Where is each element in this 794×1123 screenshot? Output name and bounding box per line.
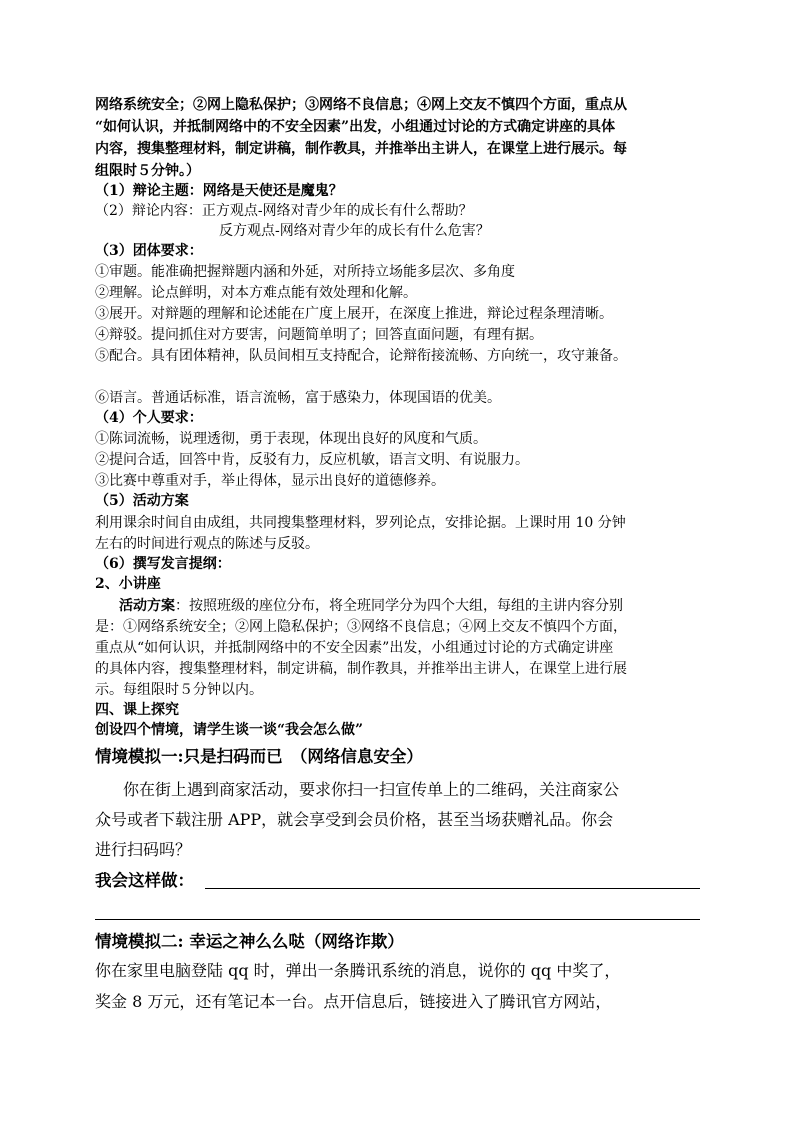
team-requirements-heading: （3）团体要求： bbox=[95, 243, 203, 259]
team-item: ⑥语言。普通话标准，语言流畅，富于感染力，体现国语的优美。 bbox=[95, 390, 501, 406]
intro-line-2: “如何认识，并抵制网络中的不安全因素”出发，小组通过讨论的方式确定讲座的具体 bbox=[95, 119, 616, 135]
intro-line-4: 组限时５分钟。） bbox=[95, 163, 200, 179]
team-item: ④辩驳。提问抓住对方要害，问题简单明了；回答直面问题，有理有据。 bbox=[95, 327, 543, 343]
personal-item: ③比赛中尊重对手，举止得体，显示出良好的道德修养。 bbox=[95, 473, 445, 489]
activity-plan-line: 利用课余时间自由成组，共同搜集整理材料，罗列论点，安排论据。上课时用 10 分钟 bbox=[95, 515, 626, 531]
lecture-line-4: 的具体内容，搜集整理材料，制定讲稿，制作教具，并推举出主讲人，在课堂上进行展 bbox=[95, 661, 627, 677]
lecture-line-2: 是：①网络系统安全；②网上隐私保护；③网络不良信息；④网上交友不慎四个方面， bbox=[95, 619, 627, 635]
activity-plan-heading: （5）活动方案 bbox=[95, 493, 189, 509]
debate-content-pro: （2）辩论内容：正方观点-网络对青少年的成长有什么帮助？ bbox=[95, 203, 473, 219]
lecture-line-5: 示。每组限时５分钟以内。 bbox=[95, 682, 263, 698]
personal-item: ①陈词流畅，说理透彻，勇于表现，体现出良好的风度和气质。 bbox=[95, 431, 487, 447]
scenario-2-title: 情境模拟二: 幸运之神么么哒（网络诈欺） bbox=[95, 932, 404, 951]
debate-topic: （1）辩论主题：网络是天使还是魔鬼？ bbox=[95, 183, 343, 199]
team-item: ③展开。对辩题的理解和论述能在广度上展开，在深度上推进，辩论过程条理清晰。 bbox=[95, 306, 613, 322]
scenario-1-line-2: 众号或者下载注册 APP，就会享受到会员价格，甚至当场获赠礼品。你会 bbox=[95, 810, 614, 829]
intro-line-3: 内容，搜集整理材料，制定讲稿，制作教具，并推举出主讲人，在课堂上进行展示。每 bbox=[95, 141, 627, 157]
scenario-1-answer-label: 我会这样做： bbox=[95, 871, 194, 890]
scenario-1-title: 情境模拟一:只是扫码而已 （网络信息安全） bbox=[95, 747, 423, 766]
section-4-subheading: 创设四个情境，请学生谈一谈“我会怎么做” bbox=[95, 722, 364, 738]
activity-plan-line: 左右的时间进行观点的陈述与反驳。 bbox=[95, 536, 319, 552]
team-item: ⑤配合。具有团体精神，队员间相互支持配合，论辩衔接流畅、方向统一，攻守兼备。 bbox=[95, 348, 627, 364]
lecture-heading: 2、小讲座 bbox=[95, 576, 161, 592]
section-4-heading: 四、课上探究 bbox=[95, 702, 179, 718]
personal-item: ②提问合适，回答中肯，反驳有力，反应机敏，语言文明、有说服力。 bbox=[95, 452, 529, 468]
team-item: ①审题。能准确把握辩题内涵和外延，对所持立场能多层次、多角度 bbox=[95, 264, 515, 280]
scenario-1-line-1: 你在街上遇到商家活动，要求你扫一扫宣传单上的二维码，关注商家公 bbox=[123, 780, 620, 799]
answer-underline bbox=[205, 888, 700, 889]
scenario-2-line-2: 奖金 8 万元，还有笔记本一台。点开信息后，链接进入了腾讯官方网站， bbox=[95, 992, 612, 1011]
lecture-line-3: 重点从“如何认识，并抵制网络中的不安全因素”出发，小组通过讨论的方式确定讲座 bbox=[95, 640, 614, 656]
intro-line-1: 网络系统安全；②网上隐私保护；③网络不良信息；④网上交友不慎四个方面，重点从 bbox=[95, 97, 627, 113]
personal-requirements-heading: （4）个人要求： bbox=[95, 410, 203, 426]
scenario-1-line-3: 进行扫码吗？ bbox=[95, 840, 192, 859]
lecture-plan-label: 活动方案 bbox=[119, 598, 175, 614]
debate-content-con: 反方观点-网络对青少年的成长有什么危害？ bbox=[219, 223, 490, 239]
scenario-2-line-1: 你在家里电脑登陆 qq 时，弹出一条腾讯系统的消息，说你的 qq 中奖了， bbox=[95, 961, 621, 980]
outline-heading: （6）撰写发言提纲： bbox=[95, 556, 231, 572]
team-item: ②理解。论点鲜明，对本方难点能有效处理和化解。 bbox=[95, 285, 417, 301]
lecture-line-1: 活动方案：按照班级的座位分布，将全班同学分为四个大组，每组的主讲内容分别 bbox=[119, 598, 623, 614]
answer-rule-line bbox=[95, 919, 700, 920]
